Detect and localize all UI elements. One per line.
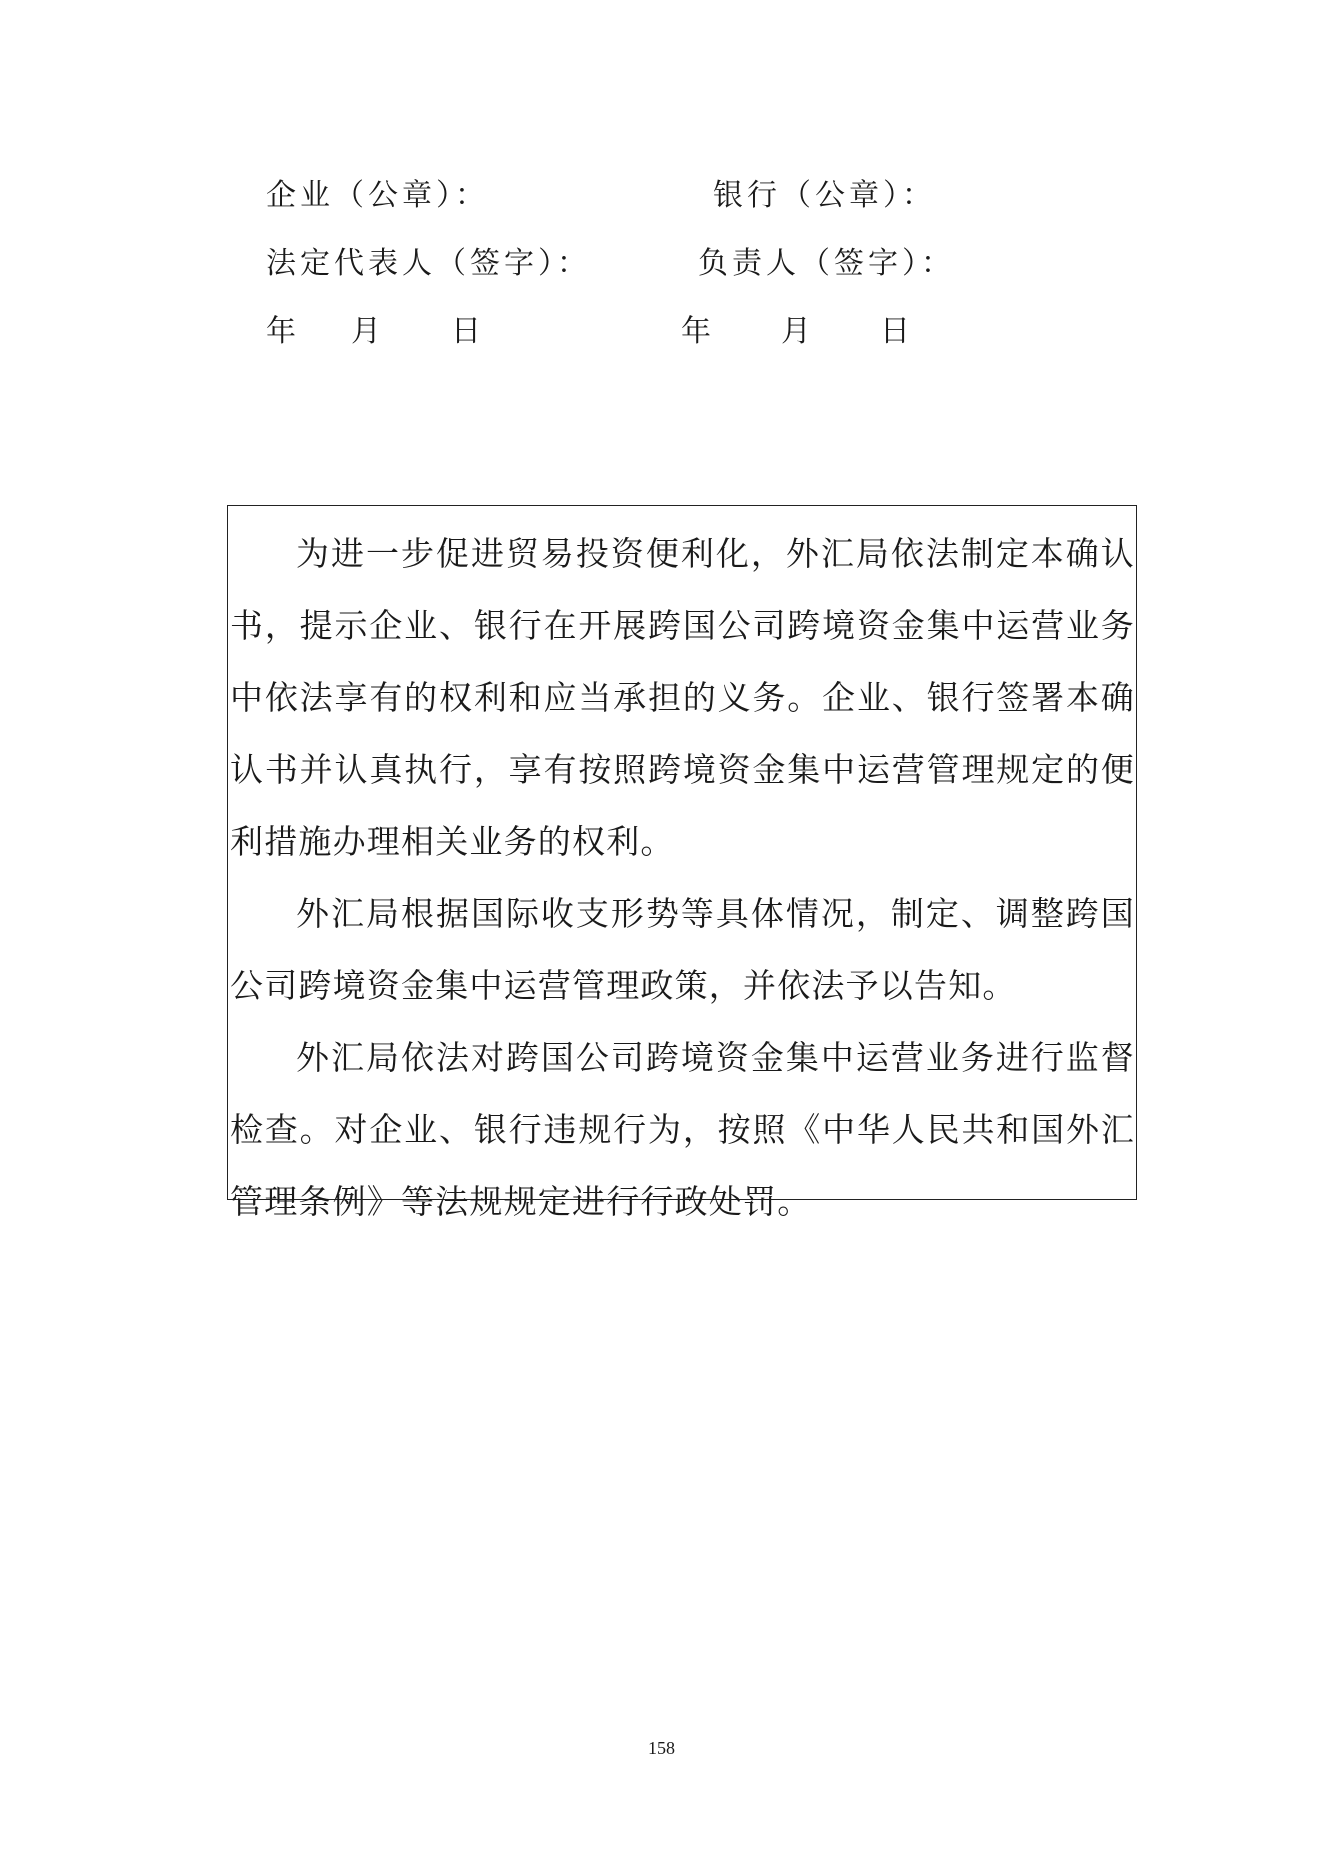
bank-seal-label: 银行（公章）： (713, 178, 936, 213)
page-number: 158 (648, 1738, 675, 1758)
notice-paragraph: 为进一步促进贸易投资便利化，外汇局依法制定本确认书，提示企业、银行在开展跨国公司跨境资金集中运营业务中依法享有的权利和应当承担的义务。企业、银行签署本确认书并认真执行，享有按照跨境资金集中运营管理规定的便利措施办理相关业务的权利。 (230, 534, 1135, 861)
bank-date-year: 年 (681, 314, 711, 349)
notice-paragraph: 外汇局依法对跨国公司跨境资金集中运营业务进行监督检查。对企业、银行违规行为，按照《中华人民共和国外汇管理条例》等法规规定进行行政处罚。 (230, 1038, 1135, 1221)
enterprise-date-day: 日 (451, 314, 481, 349)
bank-date-day: 日 (880, 314, 910, 349)
enterprise-seal-label: 企业（公章）： (266, 178, 489, 213)
notice-box (227, 505, 1137, 1221)
bank-date-month: 月 (781, 314, 811, 349)
enterprise-date-month: 月 (351, 314, 381, 349)
legal-representative-signature-label: 法定代表人（签字）： (266, 246, 591, 281)
notice-paragraph: 外汇局根据国际收支形势等具体情况，制定、调整跨国公司跨境资金集中运营管理政策，并依法予以告知。 (230, 894, 1135, 1005)
enterprise-date-year: 年 (266, 314, 296, 349)
bank-officer-signature-label: 负责人（签字）： (698, 246, 955, 281)
signature-date-row (0, 312, 1323, 352)
